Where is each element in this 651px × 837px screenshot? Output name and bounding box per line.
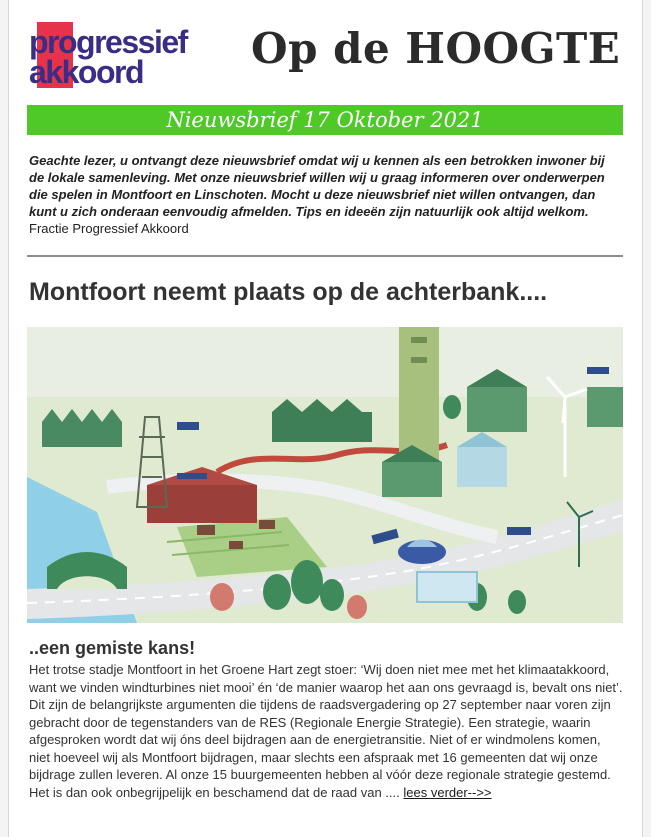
article-body-text: Het trotse stadje Montfoort in het Groene Hart zegt stoer: ‘Wij doen niet mee met het klimaatakkoord, want we vinden windturbines niet mooi’ én ‘de manier waarop het aan ons gevraagd is, bevalt ons niet’. Dit zijn de belangrijkste argumenten die tijdens de raadsvergadering op 27 september naar voren zijn gebracht door de tegenstanders van de RES (Regionale Energie Strategie). Een strategie, waarin afgesproken wordt dat wij óns deel bijdragen aan de energietransitie. Niet of er windmolens komen, niet hoeveel wij als Montfoort bijdragen, maar slechts een afspraak met 16 gemeenten dat wij onze bijdrage zullen leveren. Al onze 15 buurgemeenten hebben al vóór deze regionale strategie gestemd. Het is dan ook onbegrijpelijk en beschamend dat de raad van .... (29, 662, 623, 800)
article-illustration (27, 327, 623, 623)
progressief-akkoord-logo (29, 14, 214, 94)
intro-paragraph (29, 152, 621, 237)
logo-line1: progressief (29, 24, 187, 60)
article-title: Montfoort neemt plaats op de achterbank.... (29, 278, 548, 306)
energy-landscape-illustration (27, 327, 623, 623)
article-subtitle: ..een gemiste kans! (29, 638, 196, 658)
newsletter-date-banner: Nieuwsbrief 17 Oktober 2021 (27, 105, 623, 135)
newsletter (8, 0, 643, 837)
masthead-title: Op de HOOGTE (251, 24, 621, 73)
header (9, 0, 642, 105)
intro-lead: Geachte lezer, u ontvangt deze nieuwsbrief omdat wij u kennen als een betrokken inwoner bij de lokale samenleving. Met onze nieuwsbrief willen wij u graag informeren over onderwerpen die spelen in Montfoort en Linschoten. Mocht u deze nieuwsbrief niet willen ontvangen, dan kunt u zich onderaan eenvoudig afmelden. Tips en ideeën zijn natuurlijk ook altijd welkom. (29, 153, 605, 219)
logo-line2: akkoord (29, 54, 143, 90)
intro-signature: Fractie Progressief Akkoord (29, 221, 189, 236)
article-body (29, 661, 625, 801)
read-more-link[interactable]: lees verder-->> (403, 784, 492, 800)
divider (27, 255, 623, 257)
